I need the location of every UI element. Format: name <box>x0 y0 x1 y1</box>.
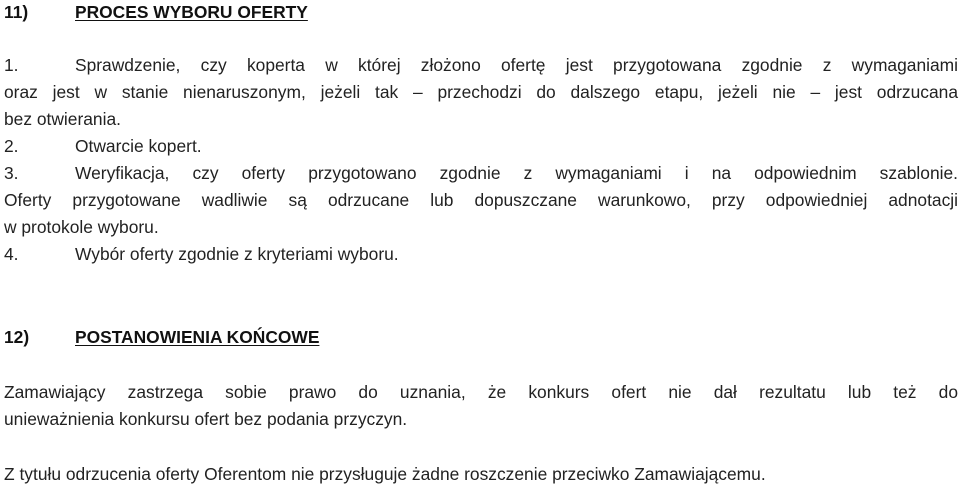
item-4 <box>4 241 958 268</box>
item-4-text: Wybór oferty zgodnie z kryteriami wyboru. <box>75 244 399 264</box>
section-11-heading <box>4 0 308 26</box>
section-11-title: PROCES WYBORU OFERTY <box>75 2 308 22</box>
section-12-heading <box>4 324 319 351</box>
section-11-number: 11) <box>4 2 29 22</box>
item-3-line-2: Oferty przygotowane wadliwie są odrzucane lub dopuszczane warunkowo, przy odpowiedniej adnotacji <box>4 190 958 210</box>
paragraph-1-line-1: Zamawiający zastrzega sobie prawo do uznania, że konkurs ofert nie dał rezultatu lub też do <box>4 382 958 402</box>
paragraph-2-line-1: Z tytułu odrzucenia oferty Oferentom nie przysługuje żadne roszczenie przeciwko Zamawiającemu. <box>4 464 766 484</box>
section-11-body <box>4 52 958 268</box>
paragraph-1-line-2: unieważnienia konkursu ofert bez podania przyczyn. <box>4 409 408 429</box>
item-3-text-line-1: Weryfikacja, czy oferty przygotowano zgodnie z wymaganiami i na odpowiednim szablonie. <box>75 163 958 183</box>
item-2 <box>4 133 958 160</box>
item-3-line-3: w protokole wyboru. <box>4 217 159 237</box>
item-4-number: 4. <box>4 244 19 264</box>
item-2-number: 2. <box>4 136 19 156</box>
section-12-number: 12) <box>4 327 30 347</box>
section-12-paragraph-2 <box>4 461 958 488</box>
section-12-title: POSTANOWIENIA KOŃCOWE <box>75 327 320 347</box>
item-1-line-3: bez otwierania. <box>4 109 121 129</box>
item-1-line-2: oraz jest w stanie nienaruszonym, jeżeli tak – przechodzi do dalszego etapu, jeżeli nie – jest odrzucana <box>4 82 958 102</box>
item-1-line-1 <box>4 52 958 79</box>
item-1-text-line-1: Sprawdzenie, czy koperta w której złożono ofertę jest przygotowana zgodnie z wymaganiami <box>75 55 958 75</box>
item-3-number: 3. <box>4 163 19 183</box>
item-3-line-1 <box>4 160 958 187</box>
item-2-text: Otwarcie kopert. <box>75 136 202 156</box>
section-12-paragraph-1 <box>4 379 958 433</box>
item-1-number: 1. <box>4 55 19 75</box>
